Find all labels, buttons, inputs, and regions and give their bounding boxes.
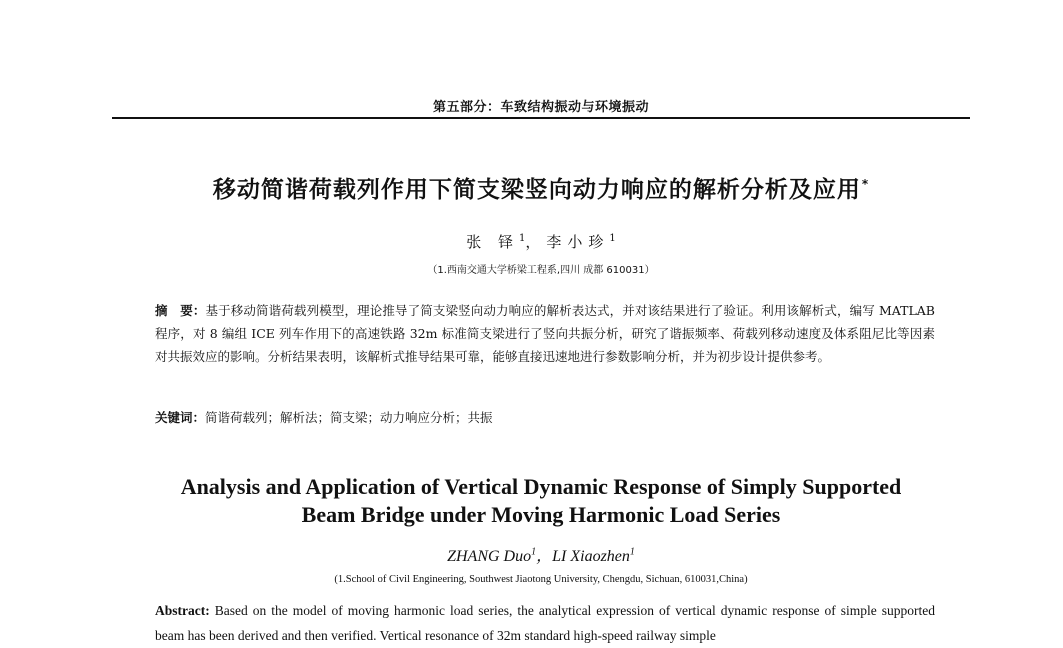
author-en-1: ZHANG Duo [447, 548, 532, 565]
paper-title-chinese [112, 171, 970, 204]
author-cn-1: 张 铎 [466, 233, 519, 251]
author-en-1-affil: 1 [531, 546, 537, 558]
keywords-cn-text: 简谐荷载列；解析法；简支梁；动力响应分析；共振 [205, 410, 493, 425]
title-en-line-1: Analysis and Application of Vertical Dynamic Response of Simply Supported [180, 474, 902, 499]
authors-chinese [112, 231, 970, 252]
authors-english [112, 543, 970, 566]
title-cn-footnote-mark: * [861, 177, 870, 192]
abstract-cn-text: 基于移动简谐荷载列模型，理论推导了简支梁竖向动力响应的解析表达式，并对该结果进行了验证。利用该解析式，编写 MATLAB 程序，对 8 编组 ICE 列车作用下的高速铁路 32m 标准简支梁进行了竖向共振分析，研究了谐振频率、荷载列移动速度及体系阻尼比等因素对共振效应的影响。分析结果表明，该解析式推导结果可靠，能够直接迅速地进行参数影响分析，并为初步设计提供参考。 [155, 303, 935, 364]
author-cn-1-affil: 1 [519, 233, 526, 244]
affiliation-english: (1.School of Civil Engineering, Southwest Jiaotong University, Chengdu, Sichuan, 610031,China) [334, 574, 748, 585]
author-en-separator: ， [536, 548, 553, 565]
keywords-chinese [155, 408, 935, 428]
keywords-cn-label: 关键词： [155, 410, 206, 425]
author-cn-2: 李小珍 [546, 233, 610, 251]
author-cn-separator: ， [525, 233, 547, 251]
abstract-en-label: Abstract: [155, 603, 210, 618]
title-cn-text: 移动简谐荷载列作用下简支梁竖向动力响应的解析分析及应用 [212, 177, 861, 203]
affiliation-chinese: （1.西南交通大学桥梁工程系,四川 成都 610031） [427, 265, 655, 276]
author-en-2-affil: 1 [629, 546, 635, 558]
author-en-2: LI Xiaozhen [552, 548, 630, 565]
abstract-en-text: Based on the model of moving harmonic load series, the analytical expression of vertical dynamic response of simple supported beam has been derived and then verified. Vertical resonance of 32m standard high-speed railway simple [155, 603, 935, 643]
section-header: 第五部分：车致结构振动与环境振动 [432, 100, 649, 115]
abstract-english [155, 598, 935, 648]
author-cn-2-affil: 1 [609, 233, 616, 244]
abstract-cn-label: 摘 要： [155, 303, 206, 318]
paper-title-english [112, 473, 970, 529]
title-en-line-2: Beam Bridge under Moving Harmonic Load Series [301, 502, 781, 527]
header-divider [112, 117, 970, 119]
abstract-chinese [155, 299, 935, 368]
